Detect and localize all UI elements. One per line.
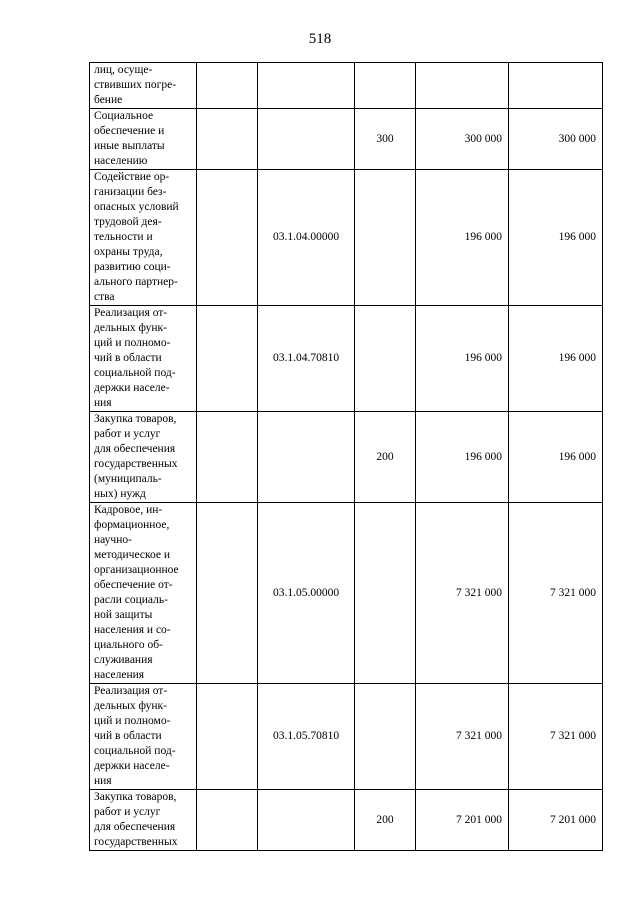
row-amount2-cell: 7 321 000 bbox=[509, 684, 603, 790]
row-name-cell: Закупка товаров, работ и услуг для обеспечения государственных bbox=[90, 790, 197, 851]
row-col2-cell bbox=[197, 684, 258, 790]
row-type-cell: 300 bbox=[355, 109, 416, 170]
table-row bbox=[90, 412, 603, 503]
row-type-cell bbox=[355, 306, 416, 412]
row-type-cell bbox=[355, 63, 416, 109]
row-name-cell: Закупка товаров, работ и услуг для обеспечения государственных (муниципаль- ных) нужд bbox=[90, 412, 197, 503]
budget-table bbox=[89, 62, 603, 851]
table-row bbox=[90, 170, 603, 306]
table-row bbox=[90, 684, 603, 790]
row-name-cell: Реализация от- дельных функ- ций и полномо- чий в области социальной под- держки населе- ния bbox=[90, 684, 197, 790]
row-amount1-cell: 7 321 000 bbox=[416, 684, 509, 790]
row-name-cell: Содействие ор- ганизации без- опасных условий трудовой дея- тельности и охраны труда, развитию соци- ального партнер- ства bbox=[90, 170, 197, 306]
row-amount2-cell: 196 000 bbox=[509, 412, 603, 503]
table-row bbox=[90, 503, 603, 684]
row-amount1-cell: 196 000 bbox=[416, 412, 509, 503]
row-amount2-cell: 7 201 000 bbox=[509, 790, 603, 851]
row-name-cell: лиц, осуще- ствивших погре- бение bbox=[90, 63, 197, 109]
row-col2-cell bbox=[197, 109, 258, 170]
row-code-cell: 03.1.04.70810 bbox=[258, 306, 355, 412]
row-type-cell bbox=[355, 170, 416, 306]
row-code-cell bbox=[258, 412, 355, 503]
row-amount2-cell: 196 000 bbox=[509, 170, 603, 306]
row-code-cell bbox=[258, 109, 355, 170]
row-name-cell: Реализация от- дельных функ- ций и полномо- чий в области социальной под- держки населе- ния bbox=[90, 306, 197, 412]
row-name-cell: Кадровое, ин- формационное, научно- методическое и организационное обеспечение от- расли социаль- ной защиты населения и со- циального об- служивания населения bbox=[90, 503, 197, 684]
row-amount1-cell: 196 000 bbox=[416, 170, 509, 306]
row-col2-cell bbox=[197, 306, 258, 412]
row-amount1-cell: 300 000 bbox=[416, 109, 509, 170]
row-code-cell bbox=[258, 63, 355, 109]
table-row bbox=[90, 63, 603, 109]
row-code-cell bbox=[258, 790, 355, 851]
table-row bbox=[90, 306, 603, 412]
row-amount1-cell bbox=[416, 63, 509, 109]
row-col2-cell bbox=[197, 790, 258, 851]
row-amount1-cell: 7 201 000 bbox=[416, 790, 509, 851]
row-code-cell: 03.1.04.00000 bbox=[258, 170, 355, 306]
row-col2-cell bbox=[197, 63, 258, 109]
row-type-cell: 200 bbox=[355, 790, 416, 851]
row-col2-cell bbox=[197, 412, 258, 503]
row-type-cell bbox=[355, 684, 416, 790]
table-row bbox=[90, 109, 603, 170]
row-type-cell bbox=[355, 503, 416, 684]
row-amount1-cell: 196 000 bbox=[416, 306, 509, 412]
row-code-cell: 03.1.05.70810 bbox=[258, 684, 355, 790]
row-amount1-cell: 7 321 000 bbox=[416, 503, 509, 684]
row-amount2-cell: 300 000 bbox=[509, 109, 603, 170]
page-number: 518 bbox=[308, 31, 332, 47]
row-amount2-cell bbox=[509, 63, 603, 109]
row-code-cell: 03.1.05.00000 bbox=[258, 503, 355, 684]
row-col2-cell bbox=[197, 170, 258, 306]
row-amount2-cell: 7 321 000 bbox=[509, 503, 603, 684]
table-row bbox=[90, 790, 603, 851]
row-col2-cell bbox=[197, 503, 258, 684]
row-type-cell: 200 bbox=[355, 412, 416, 503]
row-name-cell: Социальное обеспечение и иные выплаты населению bbox=[90, 109, 197, 170]
row-amount2-cell: 196 000 bbox=[509, 306, 603, 412]
